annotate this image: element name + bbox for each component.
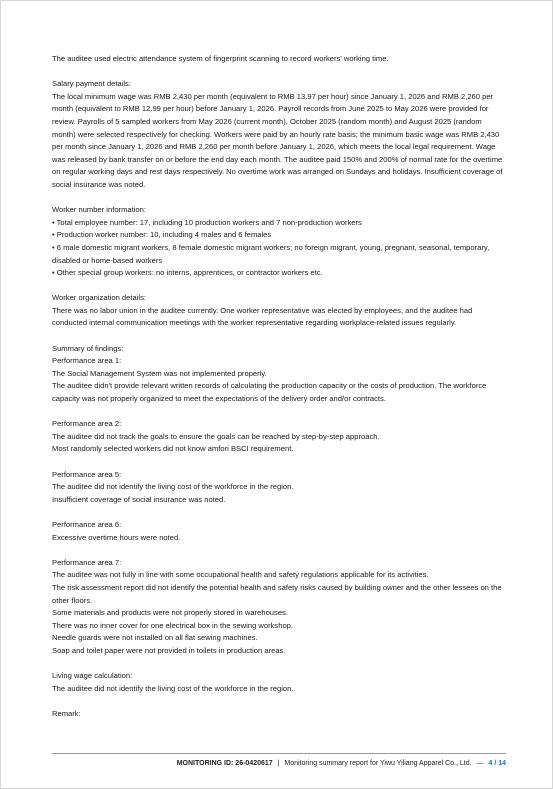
salary-details: The local minimum wage was RMB 2,430 per month (equivalent to RMB 13.97 per hour) since January 1, 2026 and RMB 2,260 per month (equivalent to RMB 12.99 per hour) before January 1, 2026. Payroll records from June 2025 to May 2026 were provided for review. Payrolls of 5 sampled workers from May 2026 (current month), October 2025 (random month) and August 2025 (random month) were selected respectively for checking. Workers were paid by an hourly rate basis; the minimum basic wage was RMB 2,430 per month since January 1, 2026 and RMB 2,260 per month before January 1, 2026, which meets the local legal requirement. Wage was released by bank transfer on or before the end day each month. The auditee paid 150% and 200% of normal rate for the overtime on regular working days and rest days respectively. No overtime work was arranged on Sundays and holidays. Insufficient coverage of social insurance was noted. — [52, 91, 503, 189]
report-title: Monitoring summary report for Yiwu Yiliang Apparel Co., Ltd. — [284, 760, 472, 767]
performance-area-title: Performance area 2: — [52, 419, 122, 429]
finding-line: The risk assessment report did not identify the potential health and safety risks caused by building owner and the other lessees on the other floors. — [52, 582, 502, 605]
performance-area-title: Performance area 1: — [52, 356, 122, 366]
finding-line: The auditee was not fully in line with some occupational health and safety regulations applicable for its activities. — [52, 570, 429, 580]
finding-line: The auditee did not track the goals to ensure the goals can be reached by step-by-step approach. — [52, 431, 380, 441]
summary-of-findings-section — [52, 343, 504, 658]
footer-divider — [52, 753, 506, 754]
finding-line: Most randomly selected workers did not know amfori BSCI requirement. — [52, 444, 294, 454]
finding-line: Some materials and products were not properly stored in warehouses. — [52, 608, 288, 618]
living-wage-details: The auditee did not identify the living cost of the workforce in the region. — [52, 683, 294, 693]
salary-section — [52, 78, 504, 191]
finding-line: Insufficient coverage of social insurance was noted. — [52, 494, 226, 504]
finding-line: Needle guards were not installed on all flat sewing machines. — [52, 633, 258, 643]
list-item: • Total employee number: 17, including 10 production workers and 7 non-production workers — [52, 217, 362, 227]
living-wage-heading: Living wage calculation: — [52, 671, 133, 681]
finding-line: The auditee didn't provide relevant written records of calculating the production capacity or the costs of production. The workforce capacity was not properly organized to meet the expectations of the delivery order and/or contracts. — [52, 381, 487, 404]
page-footer — [177, 759, 506, 769]
finding-line: Soap and toilet paper were not provided in toilets in production areas. — [52, 645, 286, 655]
page-number: 4 / 14 — [488, 760, 506, 767]
performance-area-title: Performance area 6: — [52, 519, 122, 529]
performance-area-title: Performance area 5: — [52, 469, 122, 479]
list-item: • Other special group workers: no interns, apprentices, or contractor workers etc. — [52, 268, 323, 278]
living-wage-section — [52, 670, 504, 695]
list-item: • 6 male domestic migrant workers, 8 female domestic migrant workers; no foreign migrant, young, pregnant, seasonal, temporary, disabled or home-based workers — [52, 242, 490, 265]
performance-area-title: Performance area 7: — [52, 557, 122, 567]
worker-number-heading: Worker number information: — [52, 205, 146, 215]
finding-line: There was no inner cover for one electrical box in the sewing workshop. — [52, 620, 294, 630]
worker-organization-section — [52, 292, 504, 330]
worker-organization-details: There was no labor union in the auditee currently. One worker representative was elected by employees, and the auditee had conducted internal communication meetings with the worker representative regarding workplace-related issues regularly. — [52, 305, 473, 328]
finding-line: Excessive overtime hours were noted. — [52, 532, 181, 542]
remark-heading: Remark: — [52, 708, 81, 718]
salary-heading: Salary payment details: — [52, 79, 131, 89]
list-item: • Production worker number: 10, including 4 males and 6 females — [52, 230, 272, 240]
footer-separator: | — [277, 760, 280, 767]
finding-line: The auditee did not identify the living cost of the workforce in the region. — [52, 482, 294, 492]
finding-line: The Social Management System was not implemented properly. — [52, 368, 267, 378]
summary-heading: Summary of findings: — [52, 343, 124, 353]
worker-number-section — [52, 204, 504, 280]
footer-dash: — — [476, 760, 484, 767]
monitoring-id: MONITORING ID: 26-0420617 — [176, 760, 273, 767]
attendance-statement: The auditee used electric attendance system of fingerprint scanning to record workers' working time. — [52, 54, 389, 63]
report-body — [52, 53, 504, 720]
worker-organization-heading: Worker organization details: — [52, 293, 146, 303]
